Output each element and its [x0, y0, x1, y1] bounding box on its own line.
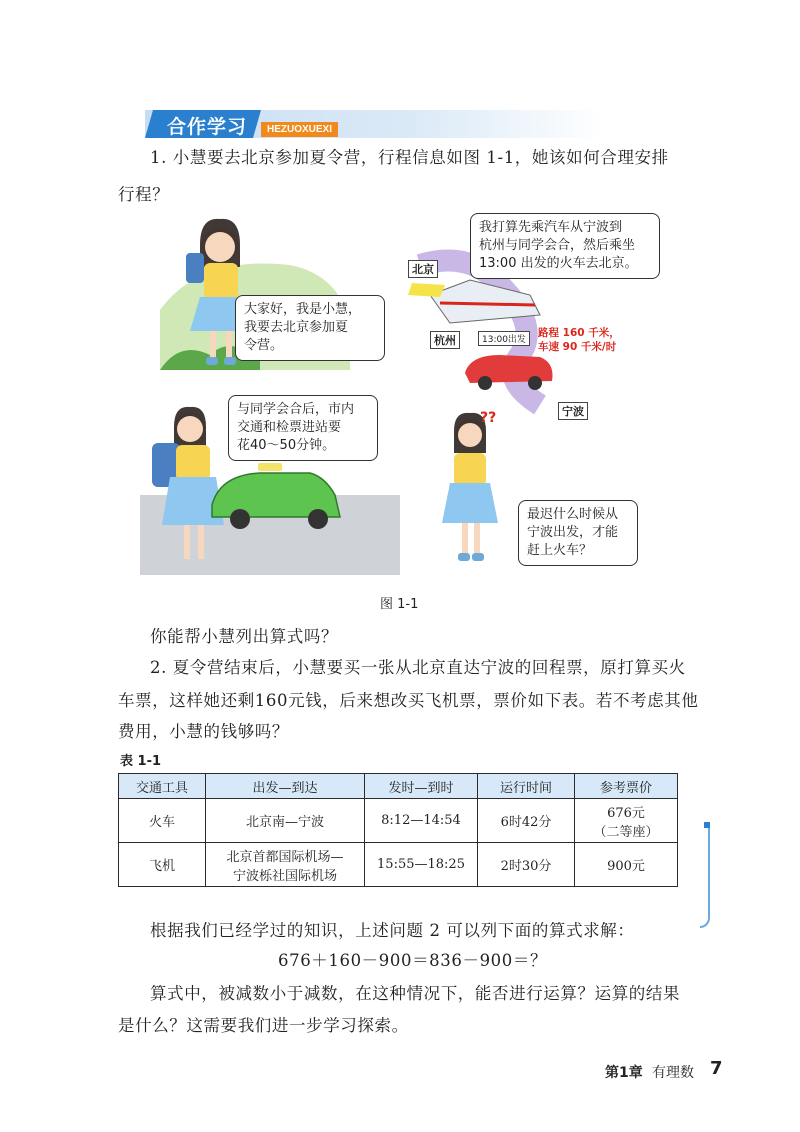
speech-bubble-intro — [235, 295, 385, 361]
table-cell-times: 15:55—18:25 — [365, 843, 478, 887]
table-cell-price — [575, 799, 678, 843]
girl-figure-3 — [442, 413, 498, 561]
section-pinyin-tag: HEZUOXUEXI — [261, 122, 338, 137]
bracket-dot — [704, 822, 710, 828]
problem1-line1: 1. 小慧要去北京参加夏令营，行程信息如图 1-1，她该如何合理安排 — [150, 148, 669, 167]
footer-chapter-title: 有理数 — [652, 1065, 694, 1081]
question-marks: ?? — [480, 410, 497, 426]
map-label-beijing: 北京 — [408, 260, 438, 278]
page-number: 7 — [710, 1058, 723, 1079]
map-label-hangzhou: 杭州 — [430, 331, 460, 349]
bubble-plan-line: 13:00 出发的火车去北京。 — [479, 256, 638, 271]
map-label-depart-time: 13:00出发 — [478, 331, 530, 346]
problem1-line2: 行程？ — [118, 185, 170, 204]
footer-chapter: 第1章 — [605, 1065, 643, 1081]
map-label-ningbo: 宁波 — [558, 402, 588, 420]
bubble-plan-line: 杭州与同学会合，然后乘坐 — [479, 238, 636, 253]
table-header-row — [119, 774, 678, 799]
decorative-bracket — [700, 826, 710, 928]
speech-bubble-question — [518, 500, 638, 566]
map-route-speed: 车速 90 千米/时 — [538, 341, 617, 353]
fare-table — [118, 773, 678, 887]
conclusion-intro: 根据我们已经学过的知识，上述问题 2 可以列下面的算式求解： — [150, 921, 635, 940]
map-route-distance: 路程 160 千米， — [538, 327, 620, 339]
bubble-city-line: 花40～50分钟。 — [237, 438, 336, 453]
bubble-plan-line: 我打算先乘汽车从宁波到 — [479, 220, 623, 235]
bubble-question-line: 赶上火车？ — [527, 543, 593, 558]
speech-bubble-city — [228, 395, 378, 461]
table-cell-times: 8:12—14:54 — [365, 799, 478, 843]
route-line: 北京首都国际机场— — [226, 849, 344, 865]
bubble-intro-line: 大家好，我是小慧， — [244, 302, 362, 317]
table-row — [119, 843, 678, 887]
table-label: 表 1-1 — [120, 754, 162, 769]
table-cell-mode: 飞机 — [119, 843, 206, 887]
illustration — [140, 205, 670, 585]
conclusion-question-line1: 算式中，被减数小于减数，在这种情况下，能否进行运算？运算的结果 — [150, 984, 681, 1003]
section-title: 合作学习 — [167, 116, 248, 138]
table-header-cell: 运行时间 — [478, 774, 575, 799]
figure-caption: 图 1-1 — [380, 597, 419, 612]
table-cell-duration: 2时30分 — [478, 843, 575, 887]
bubble-city-line: 与同学会合后，市内 — [237, 402, 355, 417]
conclusion-question-line2: 是什么？这需要我们进一步学习探索。 — [118, 1016, 409, 1035]
table-header-cell: 参考票价 — [575, 774, 678, 799]
bubble-intro-line: 令营。 — [244, 338, 284, 353]
table-cell-route: 北京南—宁波 — [206, 799, 365, 843]
problem2-line2: 车票，这样她还剩160元钱，后来想改买飞机票，票价如下表。若不考虑其他 — [118, 691, 699, 710]
table-header-cell: 发时—到时 — [365, 774, 478, 799]
bubble-question-line: 宁波出发，才能 — [527, 525, 619, 540]
bubble-intro-line: 我要去北京参加夏 — [244, 320, 349, 335]
table-cell-price: 900元 — [575, 843, 678, 887]
table-row — [119, 799, 678, 843]
table-header-cell: 出发—到达 — [206, 774, 365, 799]
bubble-city-line: 交通和检票进站要 — [237, 420, 342, 435]
prompt1: 你能帮小慧列出算式吗？ — [150, 627, 339, 646]
table-cell-route — [206, 843, 365, 887]
table-cell-duration: 6时42分 — [478, 799, 575, 843]
price-line: 676元 — [607, 805, 645, 821]
problem2-line1: 2. 夏令营结束后，小慧要买一张从北京直达宁波的回程票，原打算买火 — [150, 658, 686, 677]
equation: 676＋160－900＝836－900＝？ — [278, 951, 548, 970]
problem2-line3: 费用，小慧的钱够吗？ — [118, 722, 289, 741]
route-line: 宁波栎社国际机场 — [232, 868, 337, 884]
table-header-cell: 交通工具 — [119, 774, 206, 799]
speech-bubble-plan — [470, 213, 660, 279]
section-banner — [145, 110, 605, 138]
price-line: （二等座） — [593, 824, 659, 840]
table-cell-mode: 火车 — [119, 799, 206, 843]
bubble-question-line: 最迟什么时候从 — [527, 507, 619, 522]
